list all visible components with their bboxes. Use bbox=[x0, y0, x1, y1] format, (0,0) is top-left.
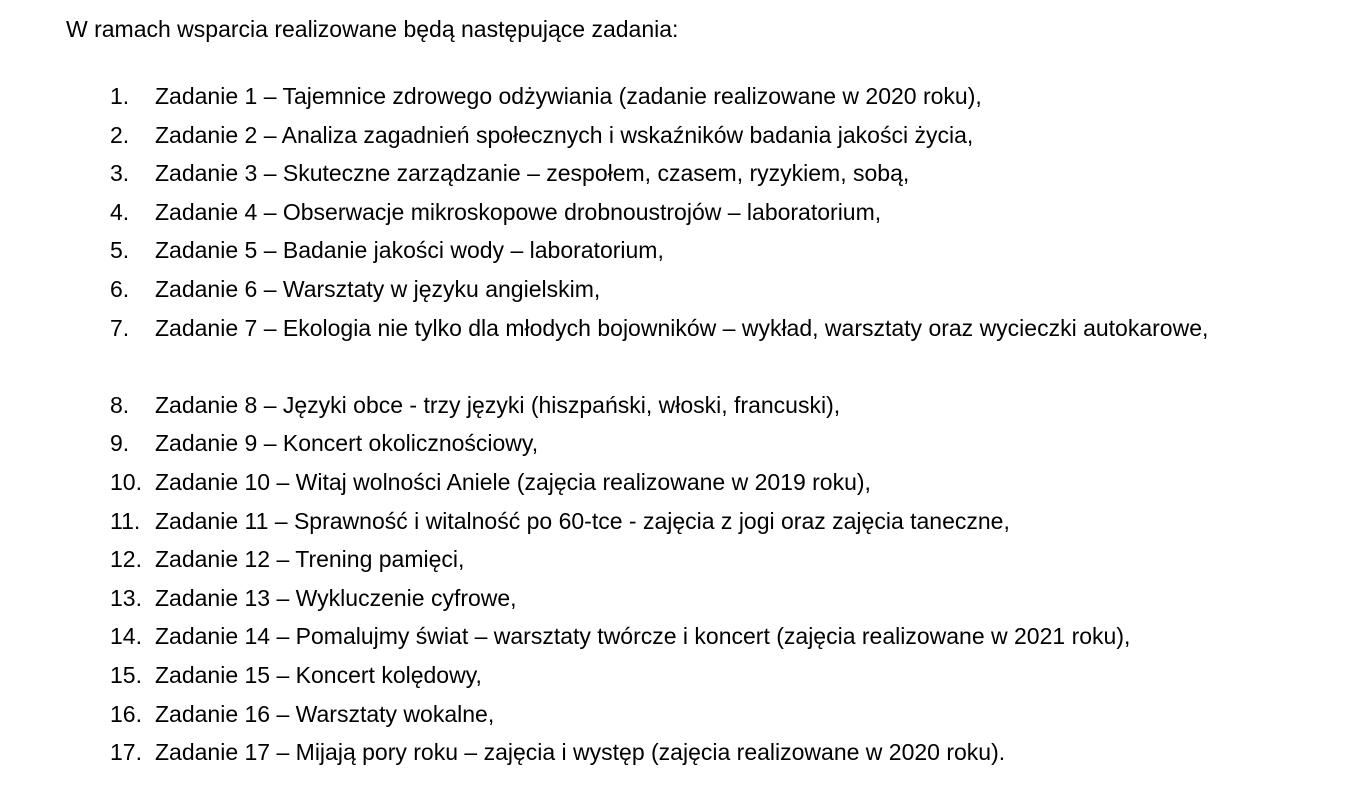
list-item bbox=[0, 116, 1371, 155]
list-item bbox=[0, 193, 1371, 232]
list-item-number: 15. bbox=[110, 661, 142, 688]
list-item-number: 12. bbox=[110, 546, 142, 573]
list-item-number: 14. bbox=[110, 623, 142, 650]
intro-paragraph: W ramach wsparcia realizowane będą następujące zadania: bbox=[66, 16, 679, 42]
list-item-text: Zadanie 10 – Witaj wolności Aniele (zajęcia realizowane w 2019 roku), bbox=[155, 468, 871, 495]
list-item-number: 6. bbox=[110, 275, 130, 302]
list-item-text: Zadanie 6 – Warsztaty w języku angielskim, bbox=[155, 275, 601, 302]
list-item-text: Zadanie 4 – Obserwacje mikroskopowe drobnoustrojów – laboratorium, bbox=[155, 198, 882, 225]
list-item-text: Zadanie 17 – Mijają pory roku – zajęcia i występ (zajęcia realizowane w 2020 roku). bbox=[155, 739, 1006, 766]
list-item-text: Zadanie 12 – Trening pamięci, bbox=[155, 546, 465, 573]
list-item bbox=[0, 656, 1371, 695]
list-item-text: Zadanie 1 – Tajemnice zdrowego odżywiania (zadanie realizowane w 2020 roku), bbox=[155, 83, 982, 109]
list-item-text: Zadanie 8 – Języki obce - trzy języki (hiszpański, włoski, francuski), bbox=[155, 391, 841, 418]
list-item-number: 17. bbox=[110, 739, 142, 766]
list-item-text: Zadanie 16 – Warsztaty wokalne, bbox=[155, 700, 495, 727]
list-item-number: 3. bbox=[110, 160, 130, 187]
list-item-text: Zadanie 11 – Sprawność i witalność po 60-tce - zajęcia z jogi oraz zajęcia taneczne, bbox=[155, 507, 1010, 534]
list-item bbox=[0, 695, 1371, 734]
list-item-number: 13. bbox=[110, 584, 142, 611]
list-item bbox=[0, 540, 1371, 579]
list-item bbox=[0, 309, 1371, 386]
list-item bbox=[0, 154, 1371, 193]
list-item-number: 4. bbox=[110, 198, 130, 225]
list-item bbox=[0, 617, 1371, 656]
list-item-number: 16. bbox=[110, 700, 142, 727]
list-item-text: Zadanie 2 – Analiza zagadnień społecznych i wskaźników badania jakości życia, bbox=[155, 121, 974, 148]
list-item bbox=[0, 424, 1371, 463]
list-item-number: 11. bbox=[110, 507, 141, 534]
list-item-text: Zadanie 5 – Badanie jakości wody – laboratorium, bbox=[155, 237, 664, 264]
list-item bbox=[0, 733, 1371, 772]
list-item-text: Zadanie 7 – Ekologia nie tylko dla młodych bojowników – wykład, warsztaty oraz wycieczki autokarowe, bbox=[155, 314, 1209, 341]
list-item bbox=[0, 270, 1371, 309]
list-item-number: 10. bbox=[110, 468, 142, 495]
list-item-text: Zadanie 9 – Koncert okolicznościowy, bbox=[155, 430, 539, 457]
list-item-text: Zadanie 15 – Koncert kolędowy, bbox=[155, 661, 482, 688]
list-item bbox=[0, 77, 1371, 116]
list-item bbox=[0, 231, 1371, 270]
list-item-text: Zadanie 3 – Skuteczne zarządzanie – zespołem, czasem, ryzykiem, sobą, bbox=[155, 160, 910, 187]
list-item-number: 9. bbox=[110, 430, 130, 457]
list-item bbox=[0, 579, 1371, 618]
list-item-number: 1. bbox=[110, 83, 130, 109]
list-item-number: 5. bbox=[110, 237, 130, 264]
list-item bbox=[0, 502, 1371, 541]
list-item-text: Zadanie 14 – Pomalujmy świat – warsztaty twórcze i koncert (zajęcia realizowane w 2021 roku), bbox=[155, 623, 1131, 650]
list-item-number: 8. bbox=[110, 391, 130, 418]
list-item-text: Zadanie 13 – Wykluczenie cyfrowe, bbox=[155, 584, 517, 611]
list-item-number: 7. bbox=[110, 314, 130, 341]
task-list bbox=[0, 77, 1371, 772]
list-item bbox=[0, 463, 1371, 502]
list-item-number: 2. bbox=[110, 121, 130, 148]
list-item bbox=[0, 386, 1371, 425]
